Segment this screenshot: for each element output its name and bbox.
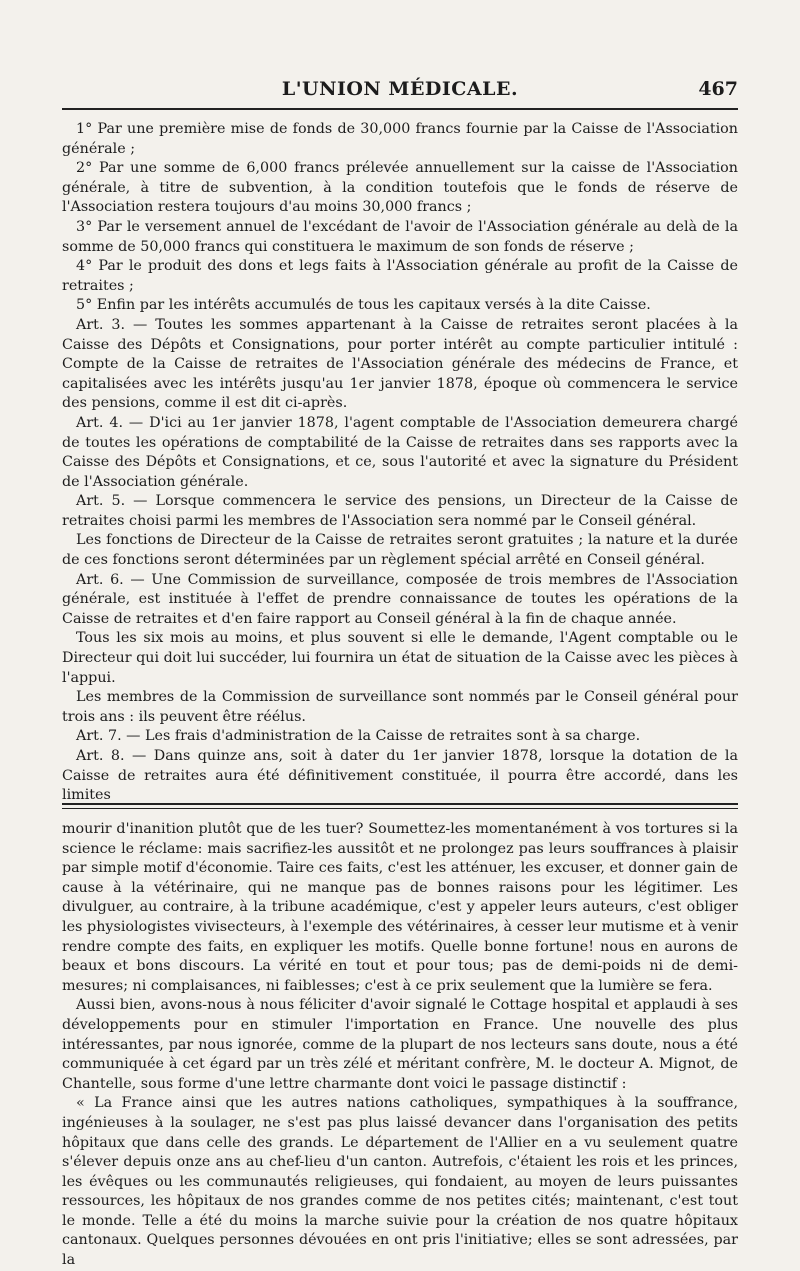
- paragraph: 5° Enfin par les intérêts accumulés de tous les capitaux versés à la dite Caisse.: [76, 297, 651, 314]
- paragraph: Art. 8. — Dans quinze ans, soit à dater du 1er janvier 1878, lorsque la dotation de la Caisse de retraites aura été définitivement constituée, il pourra être accordé, dans les limites: [62, 748, 738, 804]
- paragraph: 3° Par le versement annuel de l'excédant de l'avoir de l'Association générale au delà de la somme de 50,000 francs qui constituera le maximum de son fonds de réserve ;: [62, 218, 738, 255]
- paragraph: 2° Par une somme de 6,000 francs prélevée annuellement sur la caisse de l'Association générale, à titre de subvention, à la condition toutefois que le fonds de réserve de l'Association restera toujours d'au moins 30,000 francs ;: [62, 160, 738, 216]
- paragraph: Aussi bien, avons-nous à nous féliciter d'avoir signalé le Cottage hospital et applaudi à ses développements pour en stimuler l'importation en France. Une nouvelle des plus intéressantes, par nous ignorée, comme de la plupart de nos lecteurs sans doute, nous a été communiquée à cet égard par un très zélé et méritant confrère, M. le docteur A. Mignot, de Chantelle, sous forme d'une lettre charmante dont voici le passage distinctif :: [62, 997, 738, 1092]
- paragraph: Art. 5. — Lorsque commencera le service des pensions, un Directeur de la Caisse de retraites choisi parmi les membres de l'Association sera nommé par le Conseil général.: [62, 493, 738, 529]
- statutes-section: [62, 120, 738, 806]
- paragraph: « La France ainsi que les autres nations catholiques, sympathiques à la souffrance, ingénieuses à la soulager, ne s'est pas plus laissé devancer dans l'organisation des petits hôpitaux que dans celle des grands. Le département de l'Allier en a vu seulement quatre s'élever depuis onze ans au chef-lieu d'un canton. Autrefois, c'étaient les rois et les princes, les évêques ou les communautés religieuses, qui fondaient, au moyen de leurs puissantes ressources, les hôpitaux de nos grandes comme de nos petites cités; maintenant, c'est tout le monde. Telle a été du moins la marche suivie pour la création de nos quatre hôpitaux cantonaux. Quelques personnes dévouées en ont pris l'initiative; elles se sont adressées, par la: [62, 1095, 738, 1269]
- page-number: 467: [698, 78, 738, 100]
- header-rule: [62, 108, 738, 110]
- journal-title: L'UNION MÉDICALE.: [281, 78, 519, 100]
- paragraph: Les membres de la Commission de surveillance sont nommés par le Conseil général pour trois ans : ils peuvent être réélus.: [62, 689, 738, 725]
- paragraph: Art. 6. — Une Commission de surveillance, composée de trois membres de l'Association générale, est instituée à l'effet de prendre connaissance de toutes les opérations de la Caisse de retraites et d'en faire rapport au Conseil général à la fin de chaque année.: [62, 571, 738, 627]
- section-separator: [62, 803, 738, 809]
- paragraph: Art. 7. — Les frais d'administration de la Caisse de retraites sont à sa charge.: [76, 728, 641, 745]
- paragraph: 1° Par une première mise de fonds de 30,000 francs fournie par la Caisse de l'Association générale ;: [62, 121, 738, 157]
- paragraph: Tous les six mois au moins, et plus souvent si elle le demande, l'Agent comptable ou le Directeur qui doit lui succéder, lui fournira un état de situation de la Caisse avec les pièces à l'appui.: [62, 630, 738, 686]
- paragraph: 4° Par le produit des dons et legs faits à l'Association générale au profit de la Caisse de retraites ;: [62, 258, 738, 294]
- paragraph: Les fonctions de Directeur de la Caisse de retraites seront gratuites ; la nature et la durée de ces fonctions seront déterminées par un règlement spécial arrêté en Conseil général.: [62, 532, 738, 569]
- running-header: [62, 78, 738, 104]
- paragraph: Art. 4. — D'ici au 1er janvier 1878, l'agent comptable de l'Association demeurera chargé de toutes les opérations de comptabilité de la Caisse de retraites dans ses rapports avec la Caisse des Dépôts et Consignations, et ce, sous l'autorité et avec la signature du Président de l'Association générale.: [62, 414, 738, 490]
- feuilleton-section: [62, 820, 738, 1271]
- paragraph: mourir d'inanition plutôt que de les tuer? Soumettez-les momentanément à vos tortures si la science le réclame: mais sacrifiez-les aussitôt et ne prolongez pas leurs souffrances à plaisir par simple motif d'économie. Taire ces faits, c'est les atténuer, les excuser, et donner gain de cause à la vétérinaire, qui ne manque pas de bonnes raisons pour les légitimer. Les divulguer, au contraire, à la tribune académique, c'est y appeler leurs auteurs, c'est obliger les physiologistes vivisecteurs, à l'exemple des vétérinaires, à cesser leur mutisme et à venir rendre compte des faits, en expliquer les motifs. Quelle bonne fortune! nous en aurons de beaux et bons discours. La vérité en tout et pour tous; pas de demi-poids ni de demi-mesures; ni complaisances, ni faiblesses; c'est à ce prix seulement que la lumière se fera.: [62, 821, 738, 994]
- paragraph: Art. 3. — Toutes les sommes appartenant à la Caisse de retraites seront placées à la Caisse des Dépôts et Consignations, pour porter intérêt au compte particulier intitulé : Compte de la Caisse de retraites de l'Association générale des médecins de France, et capitalisées avec les intérêts jusqu'au 1er janvier 1878, époque où commencera le service des pensions, comme il est dit ci-après.: [62, 316, 738, 412]
